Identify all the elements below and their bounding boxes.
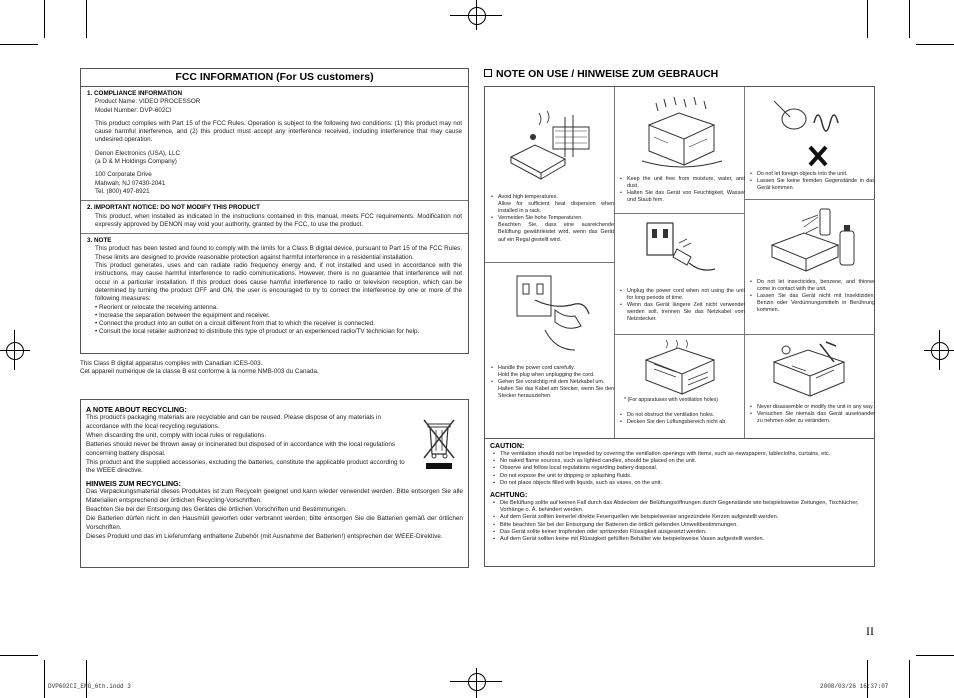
achtung-list	[490, 500, 869, 543]
recycling-text: Batteries should never be thrown away or incinerated but disposed of in accordance with the local regulations concerning battery disposal.	[86, 440, 396, 457]
ventilation-illustration-icon	[636, 338, 722, 396]
phone-line: Tel. (800) 497-8921	[95, 187, 150, 195]
note-text: This product has been tested and found to comply with the limits for a Class B digital device, pursuant to Part 15 of the FCC Rules. These limits are designed to provide reasonable protection against harmful interference in a residential installation.	[95, 245, 462, 261]
canada-notice-fr: Cet appareil numérique de la classe B est conforme à la norme NMB-003 du Canada.	[80, 368, 319, 375]
heat-illustration-icon	[505, 107, 595, 187]
note-item: • Halten Sie das Gerät von Feuchtigkeit, Wasser und Staub fern.	[623, 190, 745, 204]
note-item: • Vermeiden Sie hohe Temperaturen. Beachten Sie, dass eine ausreichende Belüftung gewährleistet wird, wenn das Gerät auf ein Regal gestellt wird.	[494, 215, 614, 243]
note-cell-unplug	[614, 213, 744, 334]
footer-filename: DVP602CI_ENG_6th.indd 3	[48, 683, 131, 690]
recycling-box	[80, 399, 469, 568]
weee-bin-icon	[419, 414, 459, 472]
footer-timestamp: 2008/03/26 16:37:07	[820, 683, 889, 690]
checkbox-square-icon	[484, 69, 492, 77]
address-line: (a D & M Holdings Company)	[95, 158, 177, 166]
measure-item: • Increase the separation between the equipment and receiver.	[95, 311, 270, 319]
recycling-text-de: Das Verpackungsmaterial dieses Produktes ist zum Recyceln geeignet und kann wieder verwendet werden. Bitte entsorgen Sie alle Materialien entsprechend der örtlichen Recycling-Vorschriften.	[86, 488, 463, 505]
note-item: • Never disassemble or modify the unit in any way.	[753, 404, 875, 411]
note-cell-chemicals	[744, 199, 875, 334]
note-item: • Wenn das Gerät längere Zeit nicht verwendet werden soll, trennen Sie das Netzkabel vom Netzstecker.	[623, 302, 745, 323]
measure-item: • Consult the local retailer authorized to distribute this type of product or an experienced radio/TV technician for help.	[95, 328, 420, 336]
recycling-text: This product's packaging materials are recyclable and can be reused. Please dispose of any materials in accordance with the local recycling regulations.	[86, 414, 381, 430]
note-cell-foreign-objects	[744, 87, 875, 199]
recycling-text-de: Dieses Produkt und das im Lieferumfang enthaltene Zubehör (mit Ausnahme der Batterien!) entsprechen der WEEE-Direktive.	[86, 532, 443, 540]
achtung-item: • Die Belüftung sollte auf keinen Fall durch das Abdecken der Belüftungsöffnungen durch Gegenstände wie beispielsweise Zeitungen, Tischtücher, Vorhänge o. Ä. behindert werden.	[496, 500, 869, 514]
caution-item: • Do not expose the unit to dripping or splashing fluids.	[496, 473, 869, 480]
note-on-use-grid	[484, 86, 875, 439]
note-item: • Lassen Sie keine fremden Gegenstände in das Gerät kommen.	[753, 178, 875, 192]
note-on-use-title: NOTE ON USE / HINWEISE ZUM GEBRAUCH	[484, 68, 718, 80]
power-cord-illustration-icon	[505, 270, 595, 356]
achtung-heading: ACHTUNG:	[490, 492, 528, 500]
caution-heading: CAUTION:	[490, 443, 525, 450]
measure-item: • Reorient or relocate the receiving antenna.	[95, 303, 218, 311]
recycling-heading-en: A NOTE ABOUT RECYCLING:	[86, 405, 187, 414]
achtung-item: • Bitte beachten Sie bei der Entsorgung der Batterien die örtlich geltenden Umweltbestimmungen.	[496, 522, 869, 529]
fcc-section-note	[81, 234, 468, 341]
note-item: • Do not let foreign objects into the unit.	[753, 171, 875, 178]
section-heading: 1. COMPLIANCE INFORMATION	[87, 90, 183, 97]
recycling-text: When discarding the unit, comply with local rules or regulations.	[86, 431, 267, 439]
note-item: • Keep the unit free from moisture, water, and dust.	[623, 176, 745, 190]
note-cell-moisture	[614, 87, 744, 213]
caution-item: • Do not place objects filled with liquids, such as vases, on the unit.	[496, 480, 869, 487]
compliance-text: This product complies with Part 15 of the FCC Rules. Operation is subject to the following two conditions: (1) this product may not cause harmful interference, and (2) this product must accept any interference received, including interference that may cause undesired operation.	[95, 119, 462, 144]
note-item: • Do not obstruct the ventilation holes.	[623, 412, 745, 419]
caution-item: • The ventilation should not be impeded by covering the ventilation openings with items, such as newspapers, tablecloths, curtains, etc.	[496, 451, 869, 458]
ventilation-footnote: * (For apparatuses with ventilation holes)	[624, 397, 718, 403]
note-item: • Handle the power cord carefully. Hold the plug when unplugging the cord.	[494, 365, 614, 379]
note-text: This product generates, uses and can radiate radio frequency energy and, if not installed and used in accordance with the instructions, may cause harmful interference to radio communications. However, there is no guarantee that interference will not occur in a particular installation. If this product does cause harmful interference to radio or television reception, which can be determined by turning the product OFF and ON, the user is encouraged to try to correct the interference by one or more of the following measures:	[95, 262, 462, 303]
fcc-section-notice	[81, 201, 468, 234]
caution-item: • No naked flame sources, such as lighted candles, should be placed on the unit.	[496, 458, 869, 465]
recycling-heading-de: HINWEIS ZUM RECYCLING:	[86, 479, 182, 489]
note-item: • Avoid high temperatures. Allow for sufficient heat dispersion when installed in a rack.	[494, 194, 614, 215]
note-item: • Versuchen Sie niemals das Gerät auseinander zu nehmen oder zu verändern.	[753, 411, 875, 425]
note-cell-ventilation	[614, 334, 744, 439]
notice-text: This product, when installed as indicated in the instructions contained in this manual, meets FCC requirements. Modification not expressly approved by DENON may void your authority, granted by the FCC, to use the product.	[95, 212, 462, 228]
note-item: • Lassen Sie das Gerät nicht mit Insektiziden, Benzin oder Verdünnungsmitteln in Berührung kommen.	[753, 293, 875, 314]
note-item: • Decken Sie den Lüftungsbereich nicht ab.	[623, 419, 745, 426]
section-heading: 3. NOTE	[87, 237, 112, 245]
recycling-text-de: Beachten Sie bei der Entsorgung des Gerätes die örtlichen Vorschriften und Bestimmungen.	[86, 506, 347, 514]
note-cell-power-cord	[485, 262, 614, 439]
caution-list	[490, 451, 869, 487]
note-item: • Unplug the power cord when not using the unit for long periods of time.	[623, 288, 745, 302]
fcc-title: FCC INFORMATION (For US customers)	[81, 69, 468, 87]
moisture-illustration-icon	[634, 95, 724, 173]
note-cell-heat	[485, 87, 614, 262]
canada-notice-en: This Class B digital apparatus complies with Canadian ICES-003.	[80, 360, 263, 367]
address-line: Mahwah, NJ 07430-2041	[95, 179, 166, 187]
achtung-item: • Auf dem Gerät sollten keine mit Flüssigkeit gefüllten Behälter wie beispielsweise Vasen aufgestellt werden.	[496, 536, 869, 543]
foreign-objects-illustration-icon	[764, 93, 854, 169]
note-item: • Do not let insecticides, benzene, and thinner come in contact with the unit.	[753, 279, 875, 293]
note-cell-disassemble	[744, 334, 875, 439]
chemicals-illustration-icon	[764, 205, 859, 277]
product-name: Product Name: VIDEO PROCESSOR	[95, 98, 201, 106]
caution-box	[484, 438, 875, 567]
section-heading: 2. IMPORTANT NOTICE: DO NOT MODIFY THIS PRODUCT	[87, 204, 260, 212]
achtung-item: • Auf dem Gerät sollten keinerlei direkte Feuerquellen wie beispielsweise angezündete Kerzen aufgestellt werden.	[496, 514, 869, 521]
recycling-text-de: Die Batterien dürfen nicht in den Hausmüll geworfen oder verbrannt werden; bitte entsorgen Sie die Batterien gemäß der örtlichen Vorschriften.	[86, 515, 463, 531]
note-item: • Gehen Sie vorsichtig mit dem Netzkabel um. Halten Sie das Kabel am Stecker, wenn Sie den Stecker herausziehen.	[494, 379, 614, 400]
recycling-text: This product and the supplied accessories, excluding the batteries, constitute the applicable product according to the WEEE directive.	[86, 458, 405, 475]
fcc-section-compliance	[81, 87, 468, 201]
unplug-illustration-icon	[639, 219, 719, 285]
address-line: Denon Electronics (USA), LLC	[95, 149, 181, 157]
page-number: II	[866, 624, 874, 638]
disassemble-illustration-icon	[764, 338, 856, 400]
caution-item: • Observe and follow local regulations regarding battery disposal.	[496, 465, 869, 472]
achtung-item: • Das Gerät sollte keiner tropfenden oder spritzenden Flüssigkeit ausgesetzt werden.	[496, 529, 869, 536]
address-line: 100 Corporate Drive	[95, 171, 152, 179]
measure-item: • Connect the product into an outlet on a circuit different from that to which the receiver is connected.	[95, 320, 376, 328]
fcc-information-box	[80, 68, 469, 354]
model-number: Model Number: DVP-602CI	[95, 106, 172, 114]
